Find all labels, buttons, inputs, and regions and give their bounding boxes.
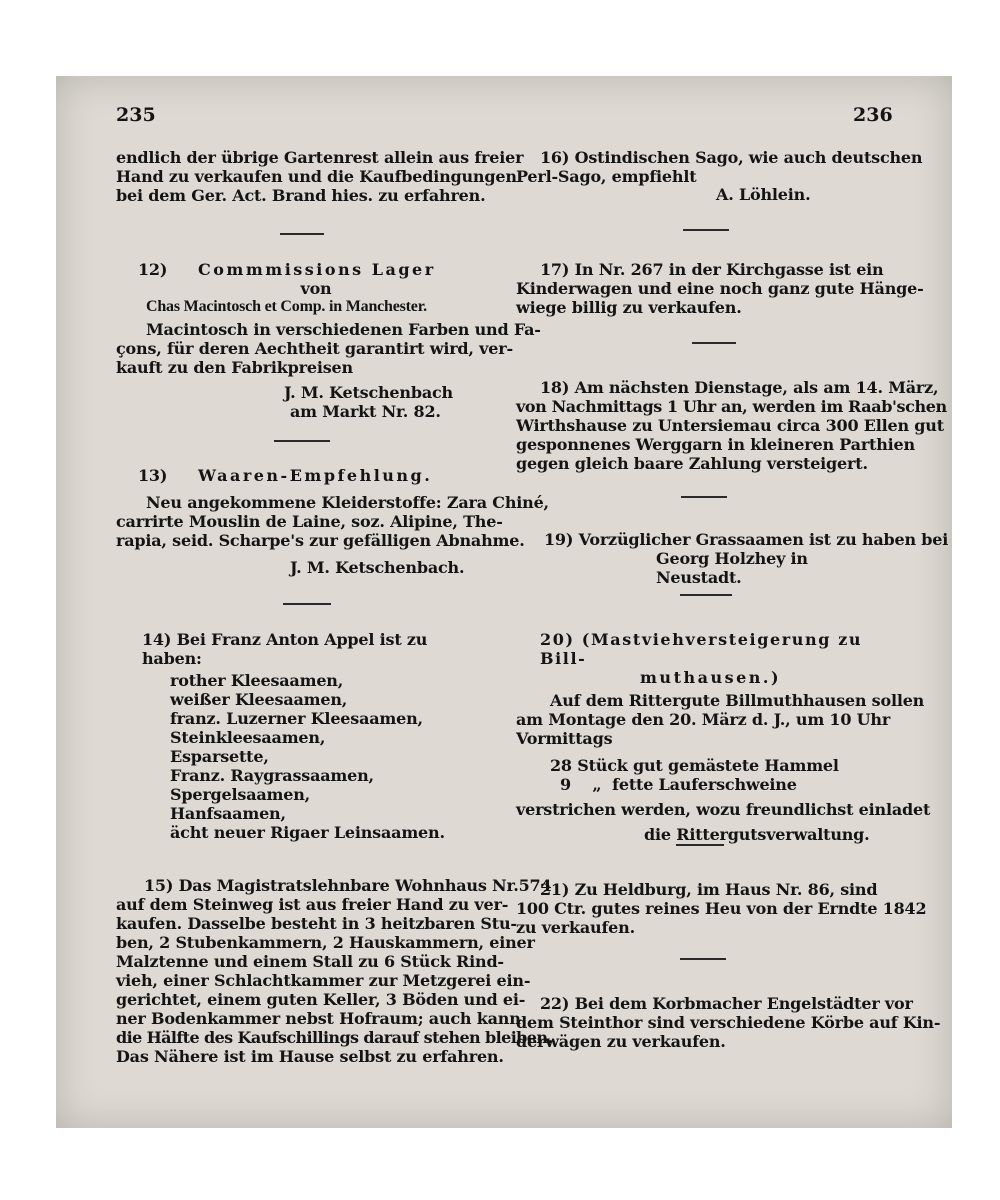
separator-rule xyxy=(692,342,736,344)
text-line: von Nachmittags 1 Uhr an, werden im Raab'schen xyxy=(516,397,947,416)
ad-heading: 20) (Mastviehversteigerung zu Bill- xyxy=(540,630,863,668)
ad-number: 12) xyxy=(138,260,168,279)
text-line: am Montage den 20. März d. J., um 10 Uhr xyxy=(516,710,891,729)
text-line: auf dem Steinweg ist aus freier Hand zu ver- xyxy=(116,895,509,914)
ad-heading: muthausen.) xyxy=(640,668,782,687)
ad-number: 13) xyxy=(138,466,168,485)
text-line: Neu angekommene Kleiderstoffe: Zara Chiné, xyxy=(146,493,549,512)
ad-12 xyxy=(116,260,541,421)
ad-16 xyxy=(516,148,923,204)
text-line: 19) Vorzüglicher Grassaamen ist zu haben bei xyxy=(544,530,949,549)
von-line: von xyxy=(300,279,332,298)
separator-rule xyxy=(683,229,729,231)
text-line: Vormittags xyxy=(516,729,613,748)
ad-14 xyxy=(142,630,490,842)
text-line: wiege billig zu verkaufen. xyxy=(516,298,742,317)
separator-rule xyxy=(681,496,727,498)
signature-address: am Markt Nr. 82. xyxy=(290,402,441,421)
text-line: kaufen. Dasselbe besteht in 3 heitzbaren Stu- xyxy=(116,914,517,933)
list-item: weißer Kleesaamen, xyxy=(170,690,348,709)
text-line: Hand zu verkaufen und die Kaufbedingungen xyxy=(116,167,517,186)
ad-21 xyxy=(516,880,927,937)
separator-rule xyxy=(680,594,732,596)
signature: J. M. Ketschenbach. xyxy=(290,558,465,577)
text-line: Das Nähere ist im Hause selbst zu erfahren. xyxy=(116,1047,504,1066)
separator-rule xyxy=(274,440,330,442)
text-line: rapia, seid. Scharpe's zur gefälligen Abnahme. xyxy=(116,531,525,550)
ad-17 xyxy=(516,260,924,317)
separator-rule xyxy=(680,958,726,960)
signature: A. Löhlein. xyxy=(716,185,811,204)
ad-20 xyxy=(516,630,931,844)
list-item: 9 „ fette Lauferschweine xyxy=(560,775,797,794)
text-line: Malztenne und einem Stall zu 6 Stück Rind- xyxy=(116,952,504,971)
separator-rule xyxy=(283,603,331,605)
text-line: Georg Holzhey in Neustadt. xyxy=(656,549,808,587)
ad-19 xyxy=(516,530,949,587)
ad-22 xyxy=(516,994,941,1051)
list-item: ächt neuer Rigaer Leinsaamen. xyxy=(170,823,445,842)
text-line: Kinderwagen und eine noch ganz gute Hänge- xyxy=(516,279,924,298)
ad-heading: Commmissions Lager xyxy=(198,260,436,279)
text-line: dem Steinthor sind verschiedene Körbe auf Kin- xyxy=(516,1013,941,1032)
signature: die Rittergutsverwaltung. xyxy=(644,825,870,844)
company-line: Chas Macintosch et Comp. in Manchester. xyxy=(146,298,427,315)
list-item: franz. Luzerner Kleesaamen, xyxy=(170,709,423,728)
text-line: 22) Bei dem Korbmacher Engelstädter vor xyxy=(540,994,913,1013)
item-list xyxy=(142,671,490,842)
text-line: 18) Am nächsten Dienstage, als am 14. März, xyxy=(540,378,939,397)
text-line: derwägen zu verkaufen. xyxy=(516,1032,726,1051)
list-item: Spergelsaamen, xyxy=(170,785,311,804)
list-item: Steinkleesaamen, xyxy=(170,728,326,747)
list-item: rother Kleesaamen, xyxy=(170,671,344,690)
separator-rule xyxy=(676,844,724,846)
ad-18 xyxy=(516,378,947,473)
text-line: die Hälfte des Kaufschillings darauf stehen bleiben. xyxy=(116,1028,553,1047)
text-line: Wirthshause zu Untersiemau circa 300 Ellen gut xyxy=(516,416,944,435)
text-line: 21) Zu Heldburg, im Haus Nr. 86, sind xyxy=(540,880,878,899)
text-line: verstrichen werden, wozu freundlichst einladet xyxy=(516,800,931,819)
text-line: ner Bodenkammer nebst Hofraum; auch kann xyxy=(116,1009,521,1028)
list-item: Franz. Raygrassaamen, xyxy=(170,766,374,785)
page-number-right: 236 xyxy=(853,104,893,126)
text-line: gerichtet, einem guten Keller, 3 Böden und ei- xyxy=(116,990,526,1009)
text-line: bei dem Ger. Act. Brand hies. zu erfahren. xyxy=(116,186,486,205)
ad-text xyxy=(116,493,549,550)
ad-text xyxy=(116,320,541,377)
text-line: 16) Ostindischen Sago, wie auch deutschen xyxy=(540,148,923,167)
text-line: Perl-Sago, empfiehlt xyxy=(516,167,697,186)
text-line: gegen gleich baare Zahlung versteigert. xyxy=(516,454,868,473)
text-line: Auf dem Rittergute Billmuthhausen sollen xyxy=(550,691,925,710)
left-intro xyxy=(116,148,524,205)
text-line: zu verkaufen. xyxy=(516,918,635,937)
list-item: Hanfsaamen, xyxy=(170,804,286,823)
text-line: ben, 2 Stubenkammern, 2 Hauskammern, einer xyxy=(116,933,535,952)
text-line: 17) In Nr. 267 in der Kirchgasse ist ein xyxy=(540,260,884,279)
separator-rule xyxy=(280,233,324,235)
page-number-left: 235 xyxy=(116,104,156,126)
text-line: 100 Ctr. gutes reines Heu von der Erndte 1842 xyxy=(516,899,927,918)
list-item: 28 Stück gut gemästete Hammel xyxy=(550,756,839,775)
text-line: carrirte Mouslin de Laine, soz. Alipine, The- xyxy=(116,512,503,531)
ad-15 xyxy=(116,876,553,1066)
text-line: endlich der übrige Gartenrest allein aus freier xyxy=(116,148,524,167)
ad-heading: Waaren-Empfehlung. xyxy=(198,466,433,485)
ad-13 xyxy=(116,466,549,577)
signature: J. M. Ketschenbach xyxy=(284,383,453,402)
list-item: Esparsette, xyxy=(170,747,269,766)
text-line: gesponnenes Werggarn in kleineren Parthien xyxy=(516,435,915,454)
text-line: çons, für deren Aechtheit garantirt wird, ver- xyxy=(116,339,513,358)
text-line: 15) Das Magistratslehnbare Wohnhaus Nr.574 xyxy=(144,876,552,895)
text-line: Macintosch in verschiedenen Farben und Fa- xyxy=(146,320,541,339)
ad-intro: 14) Bei Franz Anton Appel ist zu haben: xyxy=(142,630,428,668)
text-line: vieh, einer Schlachtkammer zur Metzgerei ein- xyxy=(116,971,531,990)
text-line: kauft zu den Fabrikpreisen xyxy=(116,358,353,377)
